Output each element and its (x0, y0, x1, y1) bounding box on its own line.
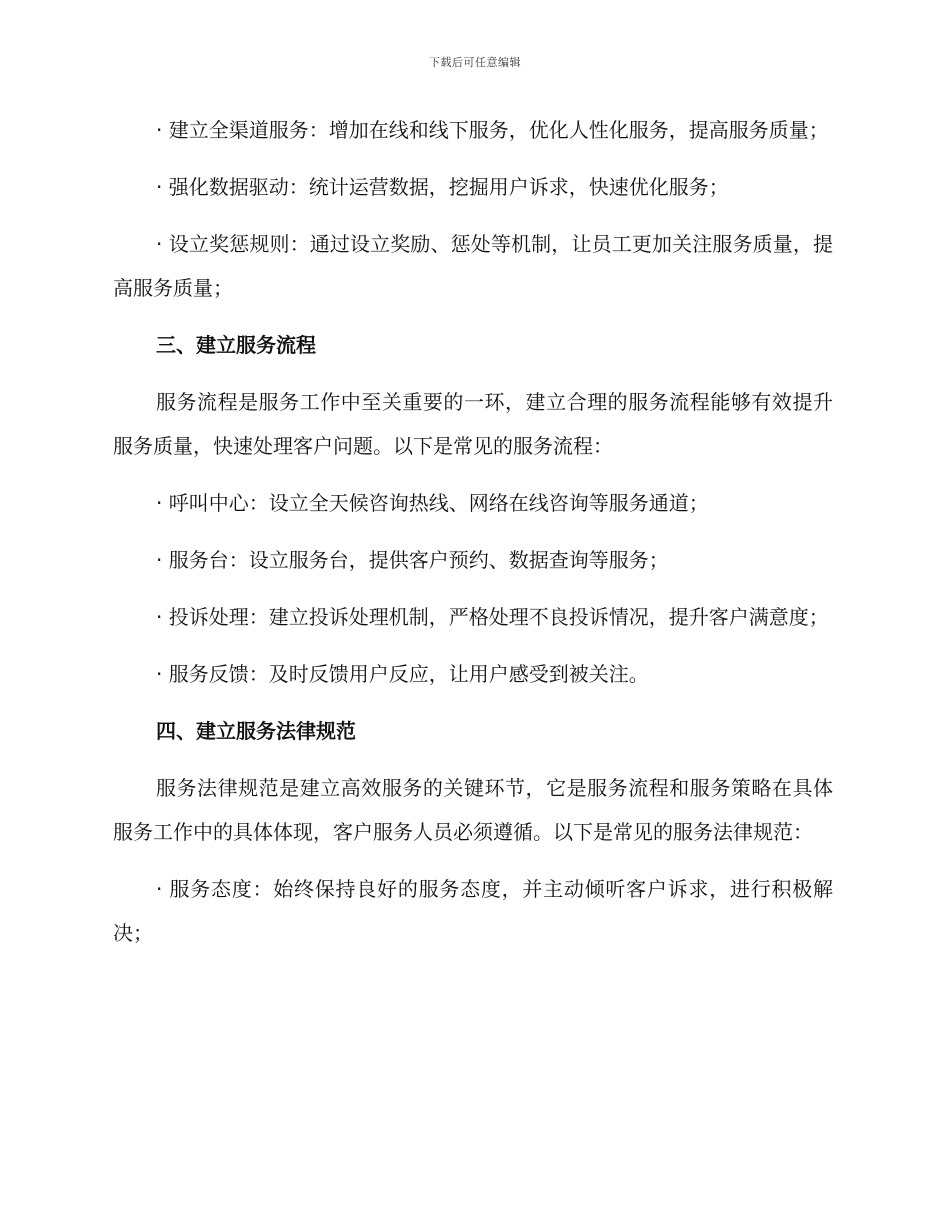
bullet-service-desk: · 服务台：设立服务台，提供客户预约、数据查询等服务； (156, 548, 669, 572)
bullet-complaint-handling: · 投诉处理：建立投诉处理机制，严格处理不良投诉情况，提升客户满意度； (156, 605, 829, 629)
bullet-omnichannel-service: · 建立全渠道服务：增加在线和线下服务，优化人性化服务，提高服务质量； (156, 118, 829, 142)
bullet-service-attitude: · 服务态度：始终保持良好的服务态度，并主动倾听客户诉求，进行积极解决； (113, 877, 833, 945)
paragraph-service-legal: 服务法律规范是建立高效服务的关键环节，它是服务流程和服务策略在具体服务工作中的具体体现，客户服务人员必须遵循。以下是常见的服务法律规范： (113, 776, 833, 844)
bullet-reward-rules: · 设立奖惩规则：通过设立奖励、惩处等机制，让员工更加关注服务质量，提高服务质量； (113, 232, 833, 300)
document-body (113, 108, 833, 955)
bullet-call-center: · 呼叫中心：设立全天候咨询热线、网络在线咨询等服务通道； (156, 491, 709, 515)
section-heading-3: 三、建立服务流程 (156, 333, 316, 357)
paragraph-service-process: 服务流程是服务工作中至关重要的一环，建立合理的服务流程能够有效提升服务质量，快速处理客户问题。以下是常见的服务流程： (113, 390, 833, 458)
header-note: 下载后可任意编辑 (429, 56, 521, 69)
bullet-service-feedback: · 服务反馈：及时反馈用户反应，让用户感受到被关注。 (156, 662, 649, 686)
bullet-data-driven: · 强化数据驱动：统计运营数据，挖掘用户诉求，快速优化服务； (156, 175, 729, 199)
section-heading-4: 四、建立服务法律规范 (156, 719, 356, 743)
